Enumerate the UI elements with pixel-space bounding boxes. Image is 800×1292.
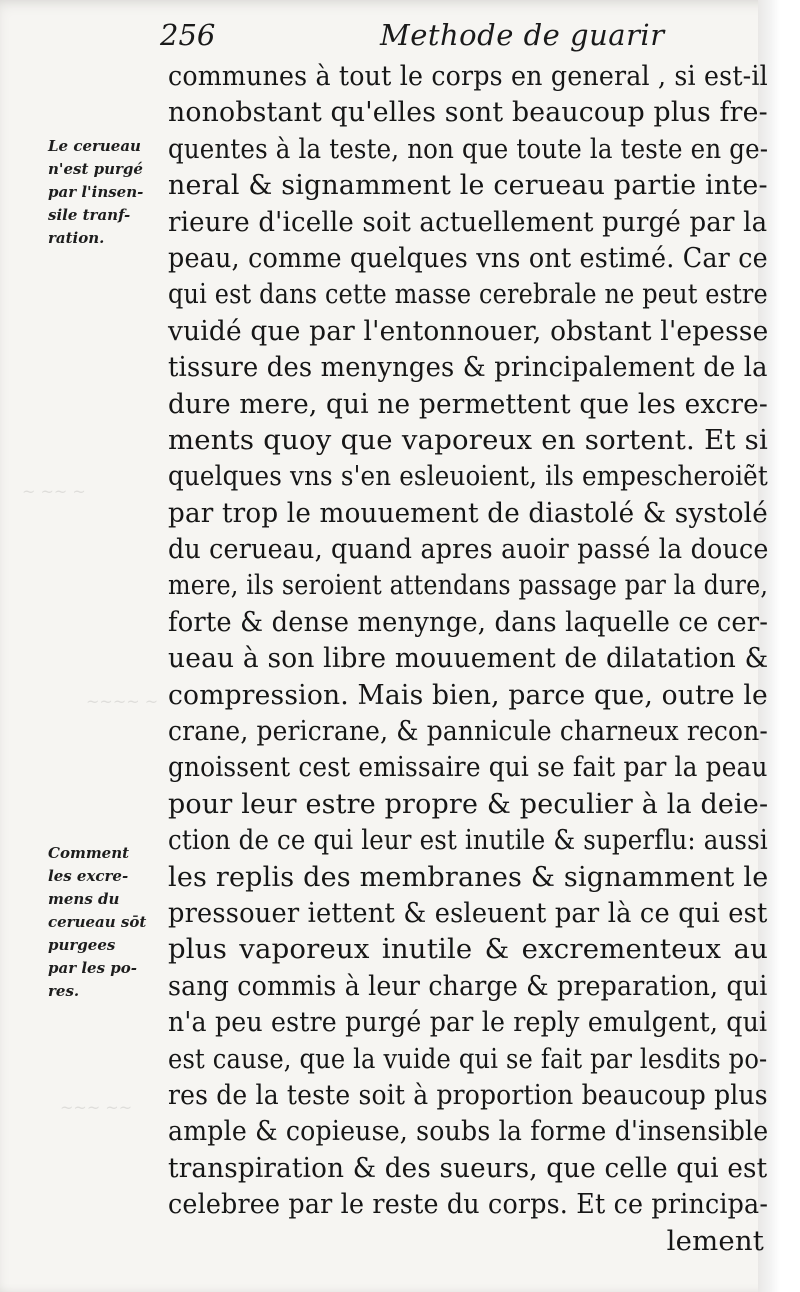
running-head: Methode de guarir [380, 18, 665, 52]
body-line: dure mere, qui ne permettent que les excre- [168, 387, 769, 420]
body-line: vuidé que par l'entonnouer, obstant l'epesse [168, 314, 769, 347]
margin-note-line: Comment [48, 844, 130, 862]
margin-note-line: purgees [48, 936, 116, 954]
margin-note [48, 135, 160, 250]
margin-note-line: sile tranf- [48, 206, 131, 224]
body-line: les replis des membranes & signamment le [168, 860, 769, 893]
body-line: gnoissent cest emissaire qui se fait par la peau [168, 751, 768, 784]
margin-note-line: res. [48, 982, 80, 1000]
margin-note-line: cerueau sōt [48, 913, 147, 931]
body-line: qui est dans cette masse cerebrale ne peut estre [168, 278, 768, 311]
body-line: transpiration & des sueurs, que celle qui est [168, 1151, 768, 1184]
body-line: crane, pericrane, & pannicule charneux recon- [168, 715, 769, 748]
body-line: quentes à la teste, non que toute la teste en ge- [168, 132, 769, 165]
bleed-through-text: ~~~~ ~ [86, 692, 159, 711]
margin-note-line: Le cerueau [48, 137, 141, 155]
body-text [168, 58, 768, 1259]
body-line: ueau à son libre mouuement de dilatation & [168, 642, 769, 675]
body-line: tissure des menynges & principalement de la [168, 351, 768, 384]
margin-note-line: par les po- [48, 959, 137, 977]
body-line: neral & signamment le cerueau partie inte- [168, 169, 768, 202]
body-line: pressouer iettent & esleuent par là ce qui est [168, 896, 768, 929]
body-line: communes à tout le corps en general , si est-il [168, 60, 768, 92]
margin-note-line: par l'insen- [48, 183, 144, 201]
body-line: peau, comme quelques vns ont estimé. Car ce [168, 241, 768, 274]
page-number: 256 [160, 18, 216, 52]
body-line: rieure d'icelle soit actuellement purgé par la [168, 205, 768, 238]
body-line: sang commis à leur charge & preparation, qui [168, 969, 768, 1002]
margin-note-line: les excre- [48, 867, 129, 885]
body-line: compression. Mais bien, parce que, outre le [168, 678, 768, 711]
bleed-through-text: ~ ~~ ~ [22, 482, 86, 501]
page-header [160, 16, 720, 62]
body-line: ction de ce qui leur est inutile & superflu: aussi [168, 824, 768, 857]
body-line: est cause, que la vuide qui se fait par lesdits po- [168, 1042, 768, 1075]
body-line: res de la teste soit à proportion beaucoup plus [168, 1078, 768, 1111]
body-line: celebree par le reste du corps. Et ce principa- [168, 1188, 769, 1221]
body-line: n'a peu estre purgé par le reply emulgent, qui [168, 1006, 768, 1039]
body-line: pour leur estre propre & peculier à la deie- [168, 787, 769, 820]
body-line: quelques vns s'en esleuoient, ils empescheroiẽt [168, 460, 768, 493]
body-line: du cerueau, quand apres auoir passé la douce [168, 533, 769, 566]
margin-note-line: ration. [48, 229, 105, 247]
body-line: mere, ils seroient attendans passage par la dure, [168, 569, 769, 602]
body-line: ample & copieuse, soubs la forme d'insensible [168, 1115, 769, 1148]
body-line: forte & dense menynge, dans laquelle ce cer- [168, 605, 769, 638]
body-line: ments quoy que vaporeux en sortent. Et si [168, 423, 768, 456]
body-line: nonobstant qu'elles sont beaucoup plus fre- [168, 96, 768, 129]
margin-note-line: n'est purgé [48, 160, 143, 178]
body-line: plus vaporeux inutile & excrementeux au [168, 933, 768, 966]
body-line: par trop le mouuement de diastolé & systolé [168, 496, 768, 529]
catchword: lement [666, 1224, 764, 1257]
margin-note-line: mens du [48, 890, 120, 908]
bleed-through-text: ~~~ ~~ [60, 1098, 133, 1117]
margin-note [48, 842, 160, 1003]
